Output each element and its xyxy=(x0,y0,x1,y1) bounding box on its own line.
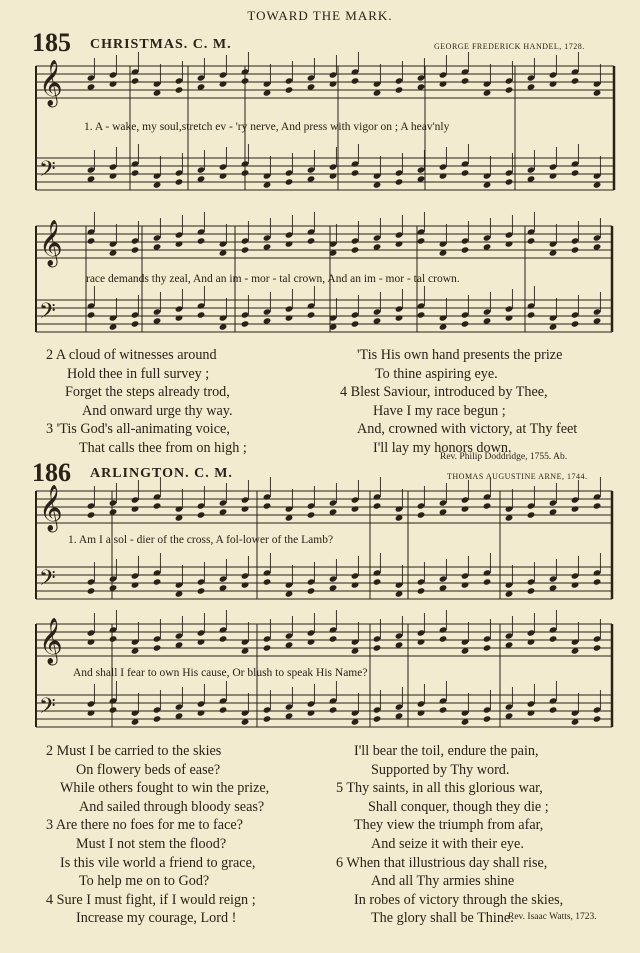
verse-line: Have I my race begun ; xyxy=(373,402,506,419)
lyrics-186-line2: And shall I fear to own His cause, Or blush to speak His Name? xyxy=(73,667,368,679)
verse-line: 2 A cloud of witnesses around xyxy=(46,347,217,363)
author-185: Rev. Philip Doddridge, 1755. Ab. xyxy=(440,452,568,462)
note-head xyxy=(285,314,294,321)
verse-line: 4 Blest Saviour, introduced by Thee, xyxy=(340,384,548,401)
running-head: TOWARD THE MARK. xyxy=(247,8,393,23)
verse-line: And sailed through bloody seas? xyxy=(79,798,265,815)
note-head xyxy=(131,581,140,588)
verse-line: I'll bear the toil, endure the pain, xyxy=(354,743,539,759)
treble-clef-icon: 𝄞 xyxy=(39,485,63,531)
verse-line: That calls thee from on high ; xyxy=(79,439,247,456)
note-head xyxy=(373,715,382,722)
note-head xyxy=(549,635,558,642)
note-head xyxy=(505,178,514,185)
note-head xyxy=(241,246,250,253)
note-head xyxy=(285,240,294,247)
note-head xyxy=(571,246,580,253)
note-head xyxy=(307,237,316,244)
composer-186: THOMAS AUGUSTINE ARNE, 1744. xyxy=(447,472,588,481)
note-head xyxy=(505,240,514,247)
note-head xyxy=(439,172,448,179)
composer-185: GEORGE FREDERICK HANDEL, 1728. xyxy=(434,42,585,51)
note-head xyxy=(329,172,338,179)
note-head xyxy=(263,644,272,651)
note-head xyxy=(329,80,338,87)
note-head xyxy=(549,706,558,713)
hymn-number-185: 185 xyxy=(32,28,71,57)
note-head xyxy=(417,511,426,518)
note-head xyxy=(285,86,294,93)
note-head xyxy=(197,237,206,244)
note-head xyxy=(131,505,140,512)
verse-line: 4 Sure I must fight, if I would reign ; xyxy=(46,891,256,908)
note-head xyxy=(175,240,184,247)
note-head xyxy=(241,169,250,176)
note-head xyxy=(197,311,206,318)
verses-185-left xyxy=(46,346,247,458)
note-head xyxy=(285,178,294,185)
bass-clef-icon: 𝄢 xyxy=(39,566,56,596)
note-head xyxy=(241,77,250,84)
note-head xyxy=(175,86,184,93)
note-head xyxy=(153,502,162,509)
verse-line: And all Thy armies shine xyxy=(371,873,515,890)
note-head xyxy=(505,86,514,93)
note-head xyxy=(131,169,140,176)
note-head xyxy=(461,246,470,253)
note-head xyxy=(351,246,360,253)
note-head xyxy=(219,80,228,87)
note-head xyxy=(373,502,382,509)
note-head xyxy=(109,172,118,179)
note-head xyxy=(241,320,250,327)
note-head xyxy=(131,77,140,84)
note-head xyxy=(197,638,206,645)
note-head xyxy=(109,706,118,713)
note-head xyxy=(329,635,338,642)
note-head xyxy=(241,581,250,588)
note-head xyxy=(571,505,580,512)
tune-name-185: CHRISTMAS. C. M. xyxy=(90,37,232,52)
note-head xyxy=(483,578,492,585)
verse-line: To help me on to God? xyxy=(79,873,210,890)
verse-line: Shall conquer, though they die ; xyxy=(368,798,549,815)
note-head xyxy=(395,314,404,321)
note-head xyxy=(461,505,470,512)
note-head xyxy=(307,311,316,318)
note-head xyxy=(527,638,536,645)
verse-line: They view the triumph from afar, xyxy=(354,817,544,834)
verse-line: To thine aspiring eye. xyxy=(375,365,498,382)
verses-185-right xyxy=(340,346,577,458)
lyrics-185-line1: 1. A - wake, my soul,stretch ev - 'ry nerve, And press with vigor on ; A heav'nly xyxy=(84,121,450,133)
verses-186-left xyxy=(46,742,269,928)
verse-line: Hold thee in full survey ; xyxy=(67,365,210,382)
note-head xyxy=(153,644,162,651)
note-head xyxy=(351,320,360,327)
note-head xyxy=(219,706,228,713)
note-head xyxy=(87,511,96,518)
note-head xyxy=(505,314,514,321)
note-head xyxy=(483,644,492,651)
note-head xyxy=(329,706,338,713)
verse-line: While others fought to win the prize, xyxy=(60,780,270,797)
bass-clef-icon: 𝄢 xyxy=(39,694,56,724)
note-head xyxy=(395,86,404,93)
note-head xyxy=(527,709,536,716)
note-head xyxy=(87,709,96,716)
verse-line: Is this vile world a friend to grace, xyxy=(60,854,256,871)
note-head xyxy=(571,77,580,84)
note-head xyxy=(351,169,360,176)
note-head xyxy=(461,169,470,176)
note-head xyxy=(461,320,470,327)
note-head xyxy=(263,502,272,509)
bass-clef-icon: 𝄢 xyxy=(39,157,56,187)
tune-name-186: ARLINGTON. C. M. xyxy=(90,466,233,481)
note-head xyxy=(571,581,580,588)
note-head xyxy=(307,638,316,645)
note-head xyxy=(527,587,536,594)
note-head xyxy=(373,644,382,651)
note-head xyxy=(351,77,360,84)
note-head xyxy=(263,578,272,585)
note-head xyxy=(417,237,426,244)
verse-line: Supported by Thy word. xyxy=(371,761,510,778)
note-head xyxy=(175,178,184,185)
note-head xyxy=(131,246,140,253)
note-head xyxy=(153,578,162,585)
note-head xyxy=(131,320,140,327)
author-186: Rev. Isaac Watts, 1723. xyxy=(508,912,597,922)
note-head xyxy=(373,578,382,585)
note-head xyxy=(461,581,470,588)
note-head xyxy=(87,237,96,244)
note-head xyxy=(175,314,184,321)
verse-line: I'll lay my honors down. xyxy=(373,439,512,456)
bass-clef-icon: 𝄢 xyxy=(39,299,56,329)
note-head xyxy=(571,169,580,176)
note-head xyxy=(395,178,404,185)
note-head xyxy=(483,502,492,509)
note-head xyxy=(263,715,272,722)
note-head xyxy=(241,505,250,512)
note-head xyxy=(593,715,602,722)
note-head xyxy=(197,709,206,716)
note-head xyxy=(417,709,426,716)
verse-line: Forget the steps already trod, xyxy=(65,384,230,401)
note-head xyxy=(87,587,96,594)
treble-clef-icon: 𝄞 xyxy=(39,220,63,266)
note-head xyxy=(153,715,162,722)
verse-line: 3 Are there no foes for me to face? xyxy=(46,817,243,834)
note-head xyxy=(417,587,426,594)
note-head xyxy=(219,635,228,642)
note-head xyxy=(483,715,492,722)
note-head xyxy=(351,581,360,588)
verse-line: 2 Must I be carried to the skies xyxy=(46,743,222,759)
hymn-number-186: 186 xyxy=(32,458,71,487)
note-head xyxy=(527,511,536,518)
note-head xyxy=(439,706,448,713)
note-head xyxy=(549,80,558,87)
treble-clef-icon: 𝄞 xyxy=(39,60,63,106)
lyrics-185-line2: race demands thy zeal, And an im - mor - tal crown, And an im - mor - tal crown. xyxy=(86,273,460,285)
note-head xyxy=(527,237,536,244)
note-head xyxy=(219,172,228,179)
note-head xyxy=(197,587,206,594)
verse-line: Increase my courage, Lord ! xyxy=(76,910,237,927)
verse-line: 5 Thy saints, in all this glorious war, xyxy=(336,780,543,797)
note-head xyxy=(593,644,602,651)
note-head xyxy=(109,80,118,87)
note-head xyxy=(571,320,580,327)
verse-line: In robes of victory through the skies, xyxy=(354,891,564,908)
note-head xyxy=(417,638,426,645)
verses-186-right xyxy=(336,742,564,928)
note-head xyxy=(439,80,448,87)
verse-line: 6 When that illustrious day shall rise, xyxy=(336,854,548,871)
note-head xyxy=(593,502,602,509)
note-head xyxy=(87,638,96,645)
treble-clef-icon: 𝄞 xyxy=(39,618,63,664)
note-head xyxy=(307,587,316,594)
note-head xyxy=(395,240,404,247)
note-head xyxy=(307,709,316,716)
verse-line: And seize it with their eye. xyxy=(371,835,524,852)
lyrics-186-line1: 1. Am I a sol - dier of the cross, A fol-lower of the Lamb? xyxy=(68,534,334,546)
verse-line: And, crowned with victory, at Thy feet xyxy=(357,421,578,438)
verse-line: 3 'Tis God's all-animating voice, xyxy=(46,421,230,438)
verse-line: On flowery beds of ease? xyxy=(76,761,221,778)
note-head xyxy=(351,505,360,512)
note-head xyxy=(307,511,316,518)
note-head xyxy=(87,311,96,318)
verse-line: And onward urge thy way. xyxy=(82,402,233,419)
note-head xyxy=(417,311,426,318)
note-head xyxy=(593,578,602,585)
note-head xyxy=(109,635,118,642)
verse-line: 'Tis His own hand presents the prize xyxy=(357,347,563,363)
note-head xyxy=(439,635,448,642)
note-head xyxy=(461,77,470,84)
note-head xyxy=(549,172,558,179)
note-head xyxy=(197,511,206,518)
verse-line: The glory shall be Thine. xyxy=(371,910,514,927)
verse-line: Must I not stem the flood? xyxy=(76,835,227,852)
note-head xyxy=(527,311,536,318)
